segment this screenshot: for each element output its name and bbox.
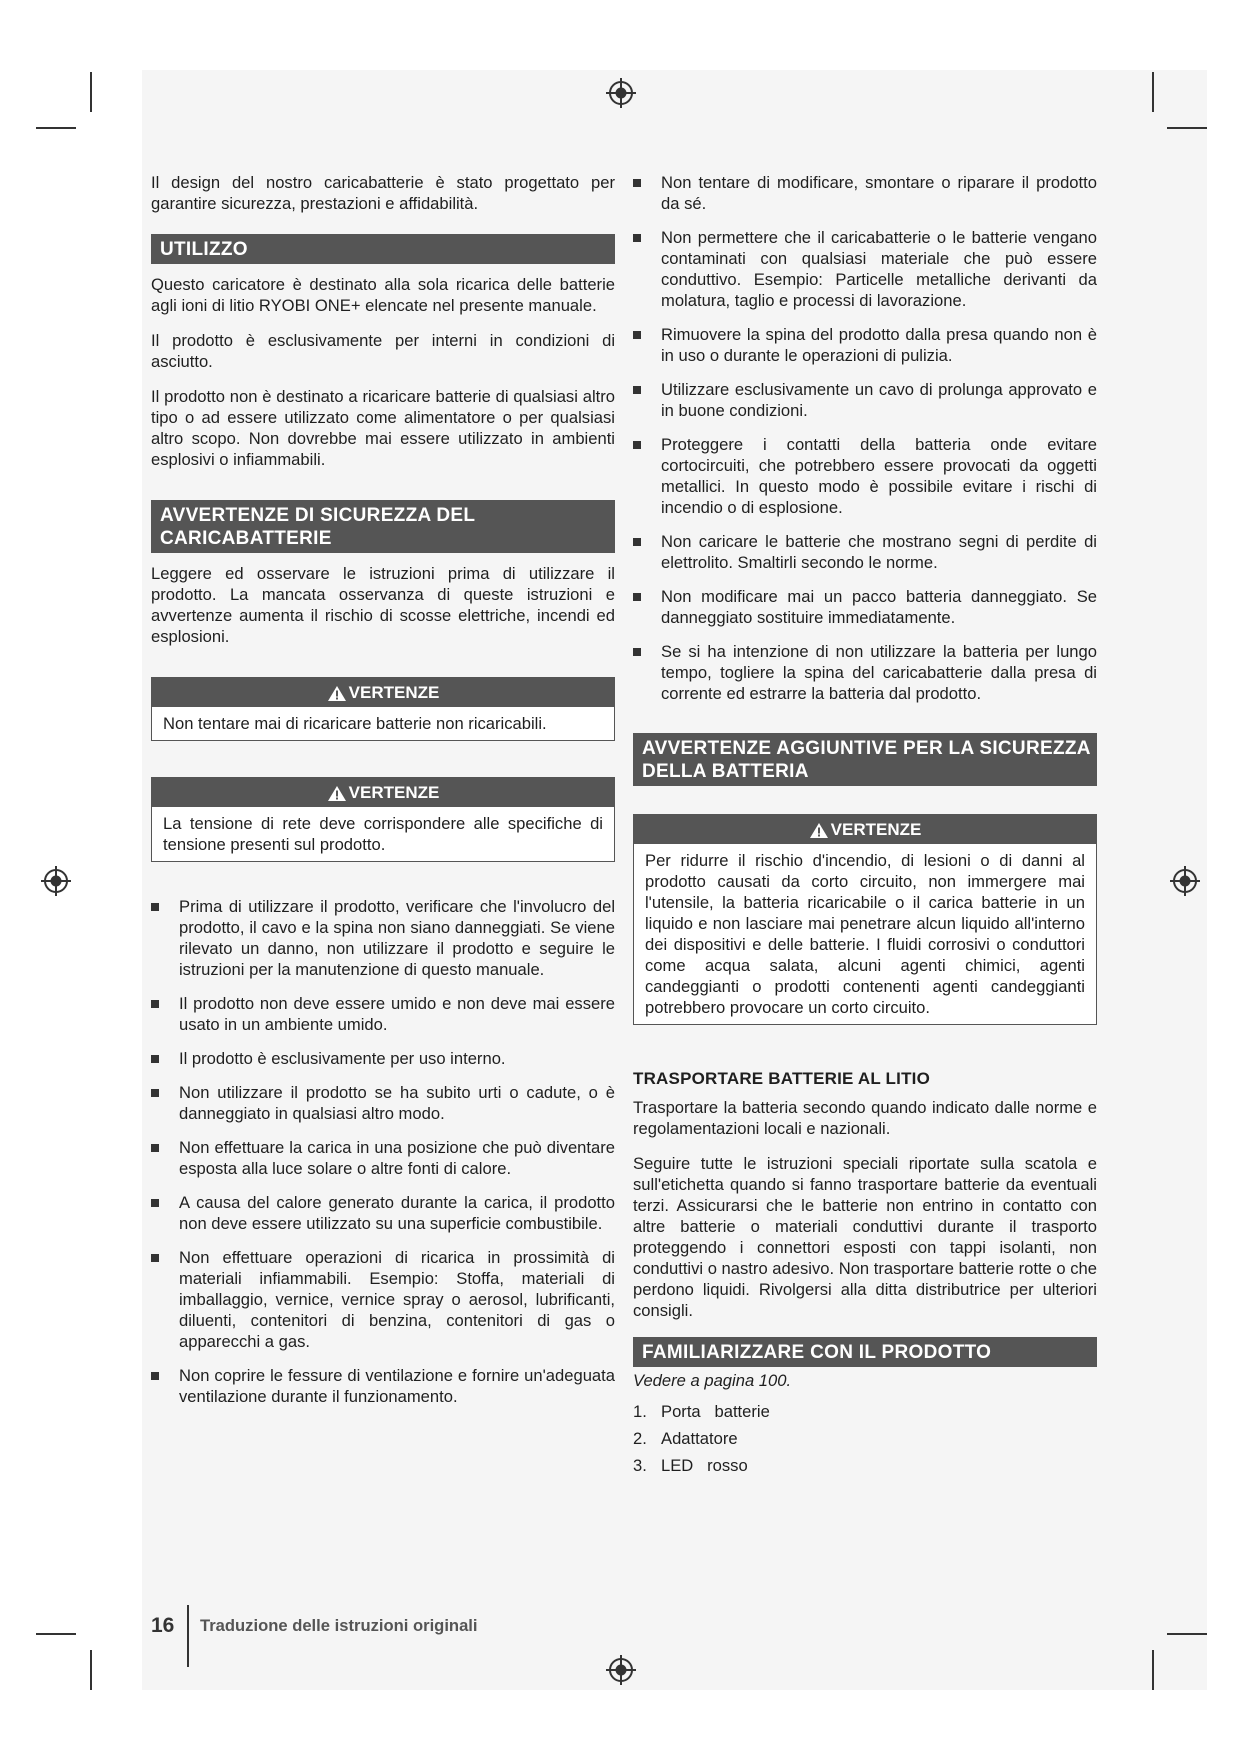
warning-triangle-icon	[809, 822, 829, 839]
crop-mark	[90, 72, 92, 112]
list-item-text: Non utilizzare il prodotto se ha subito urti o cadute, o è danneggiato in qualsiasi altro modo.	[179, 1083, 615, 1123]
bullet-square-icon	[633, 234, 641, 242]
warning-label: VERTENZE	[830, 820, 922, 839]
item-number: 2.	[633, 1429, 647, 1448]
page-number: 16	[151, 1614, 175, 1637]
bullet-square-icon	[151, 1199, 159, 1207]
section-header-safety	[151, 500, 615, 553]
bullet-square-icon	[633, 179, 641, 187]
list-item	[151, 1048, 615, 1069]
bullet-square-icon	[633, 386, 641, 394]
safety-paragraph: Leggere ed osservare le istruzioni prima di utilizzare il prodotto. La mancata osservanza di queste istruzioni e avvertenze aumenta il rischio di scosse elettriche, incendi ed esplosioni.	[151, 564, 615, 646]
intro-paragraph: Il design del nostro caricabatterie è stato progettato per garantire sicurezza, prestazioni e affidabilità.	[151, 173, 615, 213]
parts-list	[633, 1401, 1097, 1476]
section-header-line: AVVERTENZE AGGIUNTIVE PER LA SICUREZZA	[642, 738, 1091, 759]
crop-mark	[90, 1650, 92, 1690]
list-item	[633, 379, 1097, 421]
list-item	[633, 227, 1097, 311]
bullet-square-icon	[633, 538, 641, 546]
warning-box	[151, 677, 615, 741]
list-item	[151, 993, 615, 1035]
bullet-square-icon	[633, 648, 641, 656]
utilizzo-paragraph: Questo caricatore è destinato alla sola ricarica delle batterie agli ioni di litio RYOBI ONE+ elencate nel presente manuale.	[151, 275, 615, 315]
list-item-text: A causa del calore generato durante la carica, il prodotto non deve essere utilizzato su una superficie combustibile.	[179, 1193, 615, 1233]
registration-mark-icon	[606, 1655, 636, 1685]
list-item-text: Non coprire le fessure di ventilazione e fornire un'adeguata ventilazione durante il funzionamento.	[179, 1366, 615, 1406]
transport-paragraph: Seguire tutte le istruzioni speciali riportate sulla scatola e sull'etichetta quando si fanno trasportare batterie da eventuali terzi. Assicurarsi che le batterie non entrino in contatto con altre batterie o materiali conduttivi durante il trasporto proteggendo i connettori esposti con tappi isolanti, non conduttivi o nastro adesivo. Non trasportare batterie rotte o che perdono liquidi. Rivolgersi alla ditta distributrice per ulteriori consigli.	[633, 1154, 1097, 1320]
bullet-square-icon	[151, 1254, 159, 1262]
bullet-square-icon	[633, 441, 641, 449]
list-item	[151, 1365, 615, 1407]
list-item-text: Non modificare mai un pacco batteria danneggiato. Se danneggiato sostituire immediatamente.	[661, 587, 1097, 627]
list-item	[633, 1455, 1097, 1476]
item-number: 3.	[633, 1456, 647, 1475]
crop-mark	[1152, 72, 1154, 112]
list-item	[151, 896, 615, 980]
bullet-square-icon	[633, 331, 641, 339]
list-item	[151, 1192, 615, 1234]
bullet-square-icon	[151, 1055, 159, 1063]
right-column	[633, 172, 1097, 1482]
list-item	[633, 324, 1097, 366]
left-bullet-list	[151, 896, 615, 1407]
right-bullet-list	[633, 172, 1097, 704]
warning-title	[152, 778, 614, 807]
list-item-text: Non effettuare operazioni di ricarica in prossimità di materiali infiammabili. Esempio: Stoffa, materiali di imballaggio, vernice, vernice spray o aerosol, lubrificanti, diluenti, contenitori di benzina, contenitori di gas o apparecchi a gas.	[179, 1248, 615, 1351]
section-header-familiarize: FAMILIARIZZARE CON IL PRODOTTO	[633, 1337, 1097, 1367]
warning-label: VERTENZE	[348, 683, 440, 702]
list-item	[633, 1428, 1097, 1449]
list-item	[633, 434, 1097, 518]
bullet-square-icon	[633, 593, 641, 601]
list-item-text: Non caricare le batterie che mostrano segni di perdite di elettrolito. Smaltirli secondo le norme.	[661, 532, 1097, 572]
item-number: 1.	[633, 1402, 647, 1421]
item-label: Porta batterie	[661, 1402, 770, 1421]
registration-mark-icon	[41, 866, 71, 896]
list-item-text: Prima di utilizzare il prodotto, verificare che l'involucro del prodotto, il cavo e la spina non siano danneggiati. Se viene rilevato un danno, non utilizzare il prodotto e seguire le istruzioni per la manutenzione di questo manuale.	[179, 897, 615, 979]
item-label: LED rosso	[661, 1456, 748, 1475]
warning-triangle-icon	[327, 685, 347, 702]
bullet-square-icon	[151, 1144, 159, 1152]
crop-mark	[1167, 127, 1207, 129]
list-item	[633, 531, 1097, 573]
section-header-utilizzo: UTILIZZO	[151, 234, 615, 264]
footer-title: Traduzione delle istruzioni originali	[200, 1616, 478, 1635]
registration-mark-icon	[1170, 866, 1200, 896]
crop-mark	[36, 127, 76, 129]
crop-mark	[1152, 1650, 1154, 1690]
list-item-text: Proteggere i contatti della batteria onde evitare cortocircuiti, che potrebbero essere provocati da oggetti metallici. In questo modo è possibile evitare i rischi di incendio o di esplosione.	[661, 435, 1097, 517]
item-label: Adattatore	[661, 1429, 738, 1448]
list-item	[151, 1247, 615, 1352]
warning-label: VERTENZE	[348, 783, 440, 802]
warning-text: Per ridurre il rischio d'incendio, di lesioni o di danni al prodotto causati da corto circuito, non immergere mai l'utensile, la batteria ricaricabile o il carica batterie in un liquido e non lasciare mai penetrare alcun liquido all'interno dei dispositivi e delle batterie. I fluidi corrosivi o conduttori come acqua salata, alcuni agenti chimici, agenti candeggianti o prodotti contenenti agenti candeggianti potrebbero provocare un corto circuito.	[645, 851, 1085, 1017]
section-header-line: AVVERTENZE DI SICUREZZA DEL	[160, 505, 476, 526]
warning-text: Non tentare mai di ricaricare batterie non ricaricabili.	[163, 714, 547, 733]
bullet-square-icon	[151, 903, 159, 911]
page-reference: Vedere a pagina 100.	[633, 1371, 792, 1390]
list-item	[151, 1137, 615, 1179]
left-column	[151, 172, 615, 1420]
warning-title	[152, 678, 614, 707]
section-header-line: DELLA BATTERIA	[642, 761, 809, 782]
list-item-text: Non effettuare la carica in una posizione che può diventare esposta alla luce solare o altre fonti di calore.	[179, 1138, 615, 1178]
list-item-text: Rimuovere la spina del prodotto dalla presa quando non è in uso o durante le operazioni di pulizia.	[661, 325, 1097, 365]
bullet-square-icon	[151, 1000, 159, 1008]
warning-box	[151, 777, 615, 862]
warning-title	[634, 815, 1096, 844]
list-item-text: Non permettere che il caricabatterie o le batterie vengano contaminati con qualsiasi materiale che può essere conduttivo. Esempio: Particelle metalliche derivanti da molatura, taglio e processi di lavorazione.	[661, 228, 1097, 310]
list-item	[633, 641, 1097, 704]
list-item	[633, 1401, 1097, 1422]
utilizzo-paragraph: Il prodotto è esclusivamente per interni in condizioni di asciutto.	[151, 331, 615, 371]
warning-text: La tensione di rete deve corrispondere alle specifiche di tensione presenti sul prodotto.	[163, 814, 603, 854]
page-footer	[151, 1585, 478, 1667]
warning-box	[633, 814, 1097, 1025]
registration-mark-icon	[606, 78, 636, 108]
list-item-text: Il prodotto è esclusivamente per uso interno.	[179, 1049, 506, 1068]
transport-heading: TRASPORTARE BATTERIE AL LITIO	[633, 1069, 930, 1088]
footer-divider	[187, 1605, 189, 1667]
bullet-square-icon	[151, 1372, 159, 1380]
list-item	[633, 586, 1097, 628]
list-item-text: Non tentare di modificare, smontare o riparare il prodotto da sé.	[661, 173, 1097, 213]
list-item	[633, 172, 1097, 214]
crop-mark	[36, 1633, 76, 1635]
list-item-text: Se si ha intenzione di non utilizzare la batteria per lungo tempo, togliere la spina del caricabatterie dalla presa di corrente ed estrarre la batteria dal prodotto.	[661, 642, 1097, 703]
list-item-text: Utilizzare esclusivamente un cavo di prolunga approvato e in buone condizioni.	[661, 380, 1097, 420]
crop-mark	[1167, 1633, 1207, 1635]
list-item-text: Il prodotto non deve essere umido e non deve mai essere usato in un ambiente umido.	[179, 994, 615, 1034]
section-header-line: CARICABATTERIE	[160, 528, 332, 549]
bullet-square-icon	[151, 1089, 159, 1097]
section-header-battery-safety	[633, 733, 1097, 786]
utilizzo-paragraph: Il prodotto non è destinato a ricaricare batterie di qualsiasi altro tipo o ad essere utilizzato come alimentatore o per qualsiasi altro scopo. Non dovrebbe mai essere utilizzato in ambienti esplosivi o infiammabili.	[151, 387, 615, 469]
transport-paragraph: Trasportare la batteria secondo quando indicato dalle norme e regolamentazioni locali e nazionali.	[633, 1098, 1097, 1138]
warning-triangle-icon	[327, 785, 347, 802]
list-item	[151, 1082, 615, 1124]
